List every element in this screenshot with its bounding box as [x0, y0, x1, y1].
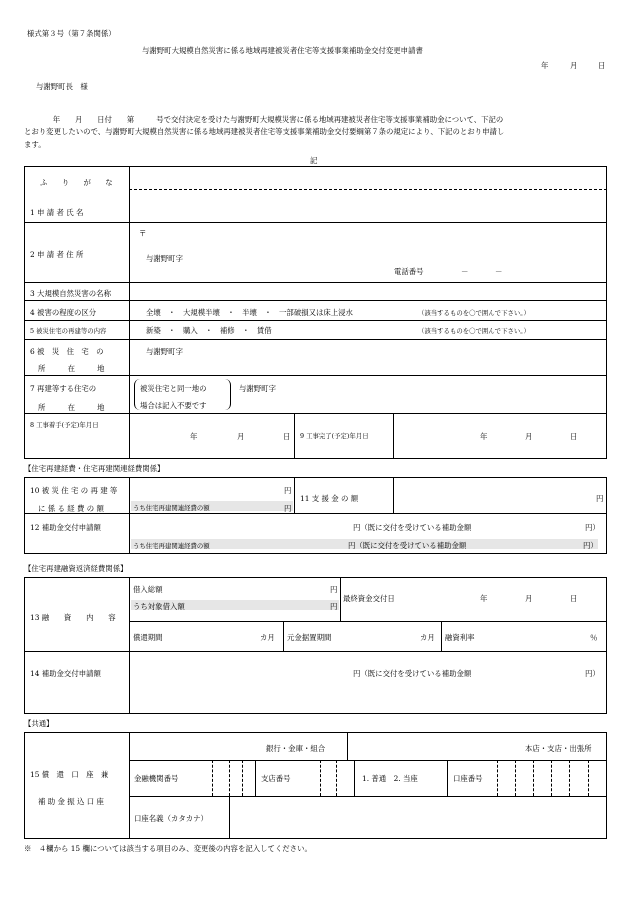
repay-months: カ月	[260, 633, 275, 642]
account-name-label: 口座名義（カタカナ）	[134, 814, 208, 823]
support-amount-yen: 円	[596, 494, 604, 503]
rebuild-cost-label-a: 10 被 災 住 宅 の 再 建 等	[30, 486, 118, 495]
final-month: 月	[525, 594, 533, 603]
grace-months: カ月	[420, 633, 435, 642]
rebuild-note-line-2: 場合は記入不要です	[140, 401, 207, 410]
addressee: 与謝野町長 様	[36, 82, 88, 91]
construction-end-label: 9 工事完了(予定)年月日	[300, 432, 369, 440]
grant-already-text: 円（既に交付を受けている補助金額	[353, 523, 472, 532]
footnote: ※ ４欄から 15 欄については該当する項目のみ、変更後の内容を記入してください。	[24, 844, 312, 853]
furigana-label: ふ り が な	[40, 178, 119, 187]
grant-close-yen: 円）	[585, 523, 600, 532]
section-loan-heading: 【住宅再建融資返済経費関係】	[24, 564, 128, 573]
form-number: 様式第３号（第７条関係）	[27, 29, 116, 38]
rebuild-type-label: 5 被災住宅の再建等の内容	[30, 327, 107, 335]
loan-grant-already: 円（既に交付を受けている補助金額	[353, 669, 472, 678]
interest-percent: ％	[590, 633, 598, 642]
postal-mark: 〒	[139, 229, 147, 238]
final-day: 日	[570, 594, 578, 603]
applicant-address-label: 2 申 請 者 住 所	[30, 250, 84, 259]
applicant-name-label: 1 申 請 者 氏 名	[30, 208, 84, 217]
damaged-house-label-b: 所 在 地	[38, 364, 105, 373]
bank-code-label: 金融機関番号	[134, 774, 179, 783]
final-date-label: 最終資金交付日	[343, 594, 395, 603]
bank-type-label: 銀行・金庫・組合	[266, 744, 326, 753]
phone-dash-2: －	[495, 267, 503, 276]
phone-dash-1: －	[461, 267, 469, 276]
grant-request-label: 12 補助金交付申請額	[30, 523, 101, 532]
construction-start-label: 8 工事着手(予定)年月日	[30, 421, 99, 429]
related-cost-label: うち住宅再建関連経費の額	[133, 504, 210, 512]
ki-mark: 記	[310, 156, 318, 165]
rebuild-note-line-1: 被災住宅と同一地の	[140, 384, 207, 393]
damaged-house-label-a: 6 被 災 住 宅 の	[30, 347, 104, 356]
loan-total-yen: 円	[330, 585, 338, 594]
intro-line-3: ます。	[24, 140, 46, 149]
end-year: 年	[480, 432, 488, 441]
disaster-name-field[interactable]	[129, 284, 607, 299]
form-title: 与謝野町大規模自然災害に係る地域再建被災者住宅等支援事業補助金交付変更申請書	[142, 46, 423, 55]
section-rebuild-heading: 【住宅再建経費・住宅再建関連経費関係】	[24, 464, 165, 473]
loan-target-label: うち対象借入額	[133, 602, 185, 611]
loan-target-yen: 円	[330, 602, 338, 611]
account-type-options[interactable]: 1. 普通 2. 当座	[362, 774, 418, 783]
applicant-name-field[interactable]	[129, 191, 607, 221]
end-month: 月	[525, 432, 533, 441]
account-label-b: 補 助 金 振 込 口 座	[38, 797, 104, 806]
date-year: 年	[541, 61, 549, 70]
related-cost-label-2: うち住宅再建関連経費の額	[133, 542, 210, 550]
grace-period-label: 元金据置期間	[287, 633, 332, 642]
section-common-heading: 【共通】	[24, 719, 54, 728]
branch-code-label: 支店番号	[261, 774, 291, 783]
interest-label: 融資利率	[445, 633, 475, 642]
rebuild-house-label-b: 所 在 地	[38, 403, 105, 412]
date-month: 月	[570, 61, 578, 70]
branch-type-label: 本店・支店・出張所	[525, 744, 592, 753]
damage-note: （該当するものを〇で囲んで下さい。）	[418, 309, 530, 317]
address-town-prefix: 与謝野町字	[146, 254, 183, 263]
rebuild-note: （該当するものを〇で囲んで下さい。）	[418, 327, 530, 335]
intro-line-1: 年 月 日付 第 号で交付決定を受けた与謝野町大規模災害に係る地域再建被災者住宅等支援事業補助金について、下記の	[38, 115, 504, 124]
grant-close-yen-2: 円）	[583, 541, 598, 550]
intro-line-2: とおり変更したいので、与謝野町大規模自然災害に係る地域再建被災者住宅等支援事業補助金交付要綱第７条の規定により、下記のとおり申請し	[24, 127, 505, 136]
date-day: 日	[598, 61, 606, 70]
rebuild-house-label-a: 7 再建等する住宅の	[30, 384, 97, 393]
final-year: 年	[480, 594, 488, 603]
related-cost-yen: 円	[284, 504, 292, 513]
repay-period-label: 償還期間	[133, 633, 163, 642]
grant-already-text-2: 円（既に交付を受けている補助金額	[348, 541, 467, 550]
start-year: 年	[190, 432, 198, 441]
loan-grant-close-yen: 円）	[585, 669, 600, 678]
account-number-label: 口座番号	[453, 774, 483, 783]
start-day: 日	[283, 432, 291, 441]
rebuild-cost-yen: 円	[284, 486, 292, 495]
loan-table	[24, 577, 607, 714]
rebuild-cost-label-b: に 係 る 経 費 の 額	[38, 504, 104, 513]
damage-options[interactable]: 全壊 ・ 大規模半壊 ・ 半壊 ・ 一部破損又は床上浸水	[146, 308, 353, 317]
end-day: 日	[570, 432, 578, 441]
start-month: 月	[237, 432, 245, 441]
loan-details-label: 13 融 資 内 容	[30, 613, 116, 622]
rebuild-house-town: 与謝野町字	[239, 384, 276, 393]
account-label-a: 15 償 還 口 座 兼	[30, 770, 109, 779]
phone-label: 電話番号	[394, 267, 424, 276]
support-amount-label: 11 支 援 金 の 額	[300, 494, 359, 503]
rebuild-options[interactable]: 新築 ・ 購入 ・ 補修 ・ 賃借	[146, 326, 272, 335]
damaged-house-town: 与謝野町字	[146, 347, 183, 356]
loan-total-label: 借入総額	[133, 585, 163, 594]
loan-grant-label: 14 補助金交付申請額	[30, 669, 101, 678]
disaster-name-label: 3 大規模自然災害の名称	[30, 289, 111, 298]
damage-level-label: 4 被害の程度の区分	[30, 308, 97, 317]
